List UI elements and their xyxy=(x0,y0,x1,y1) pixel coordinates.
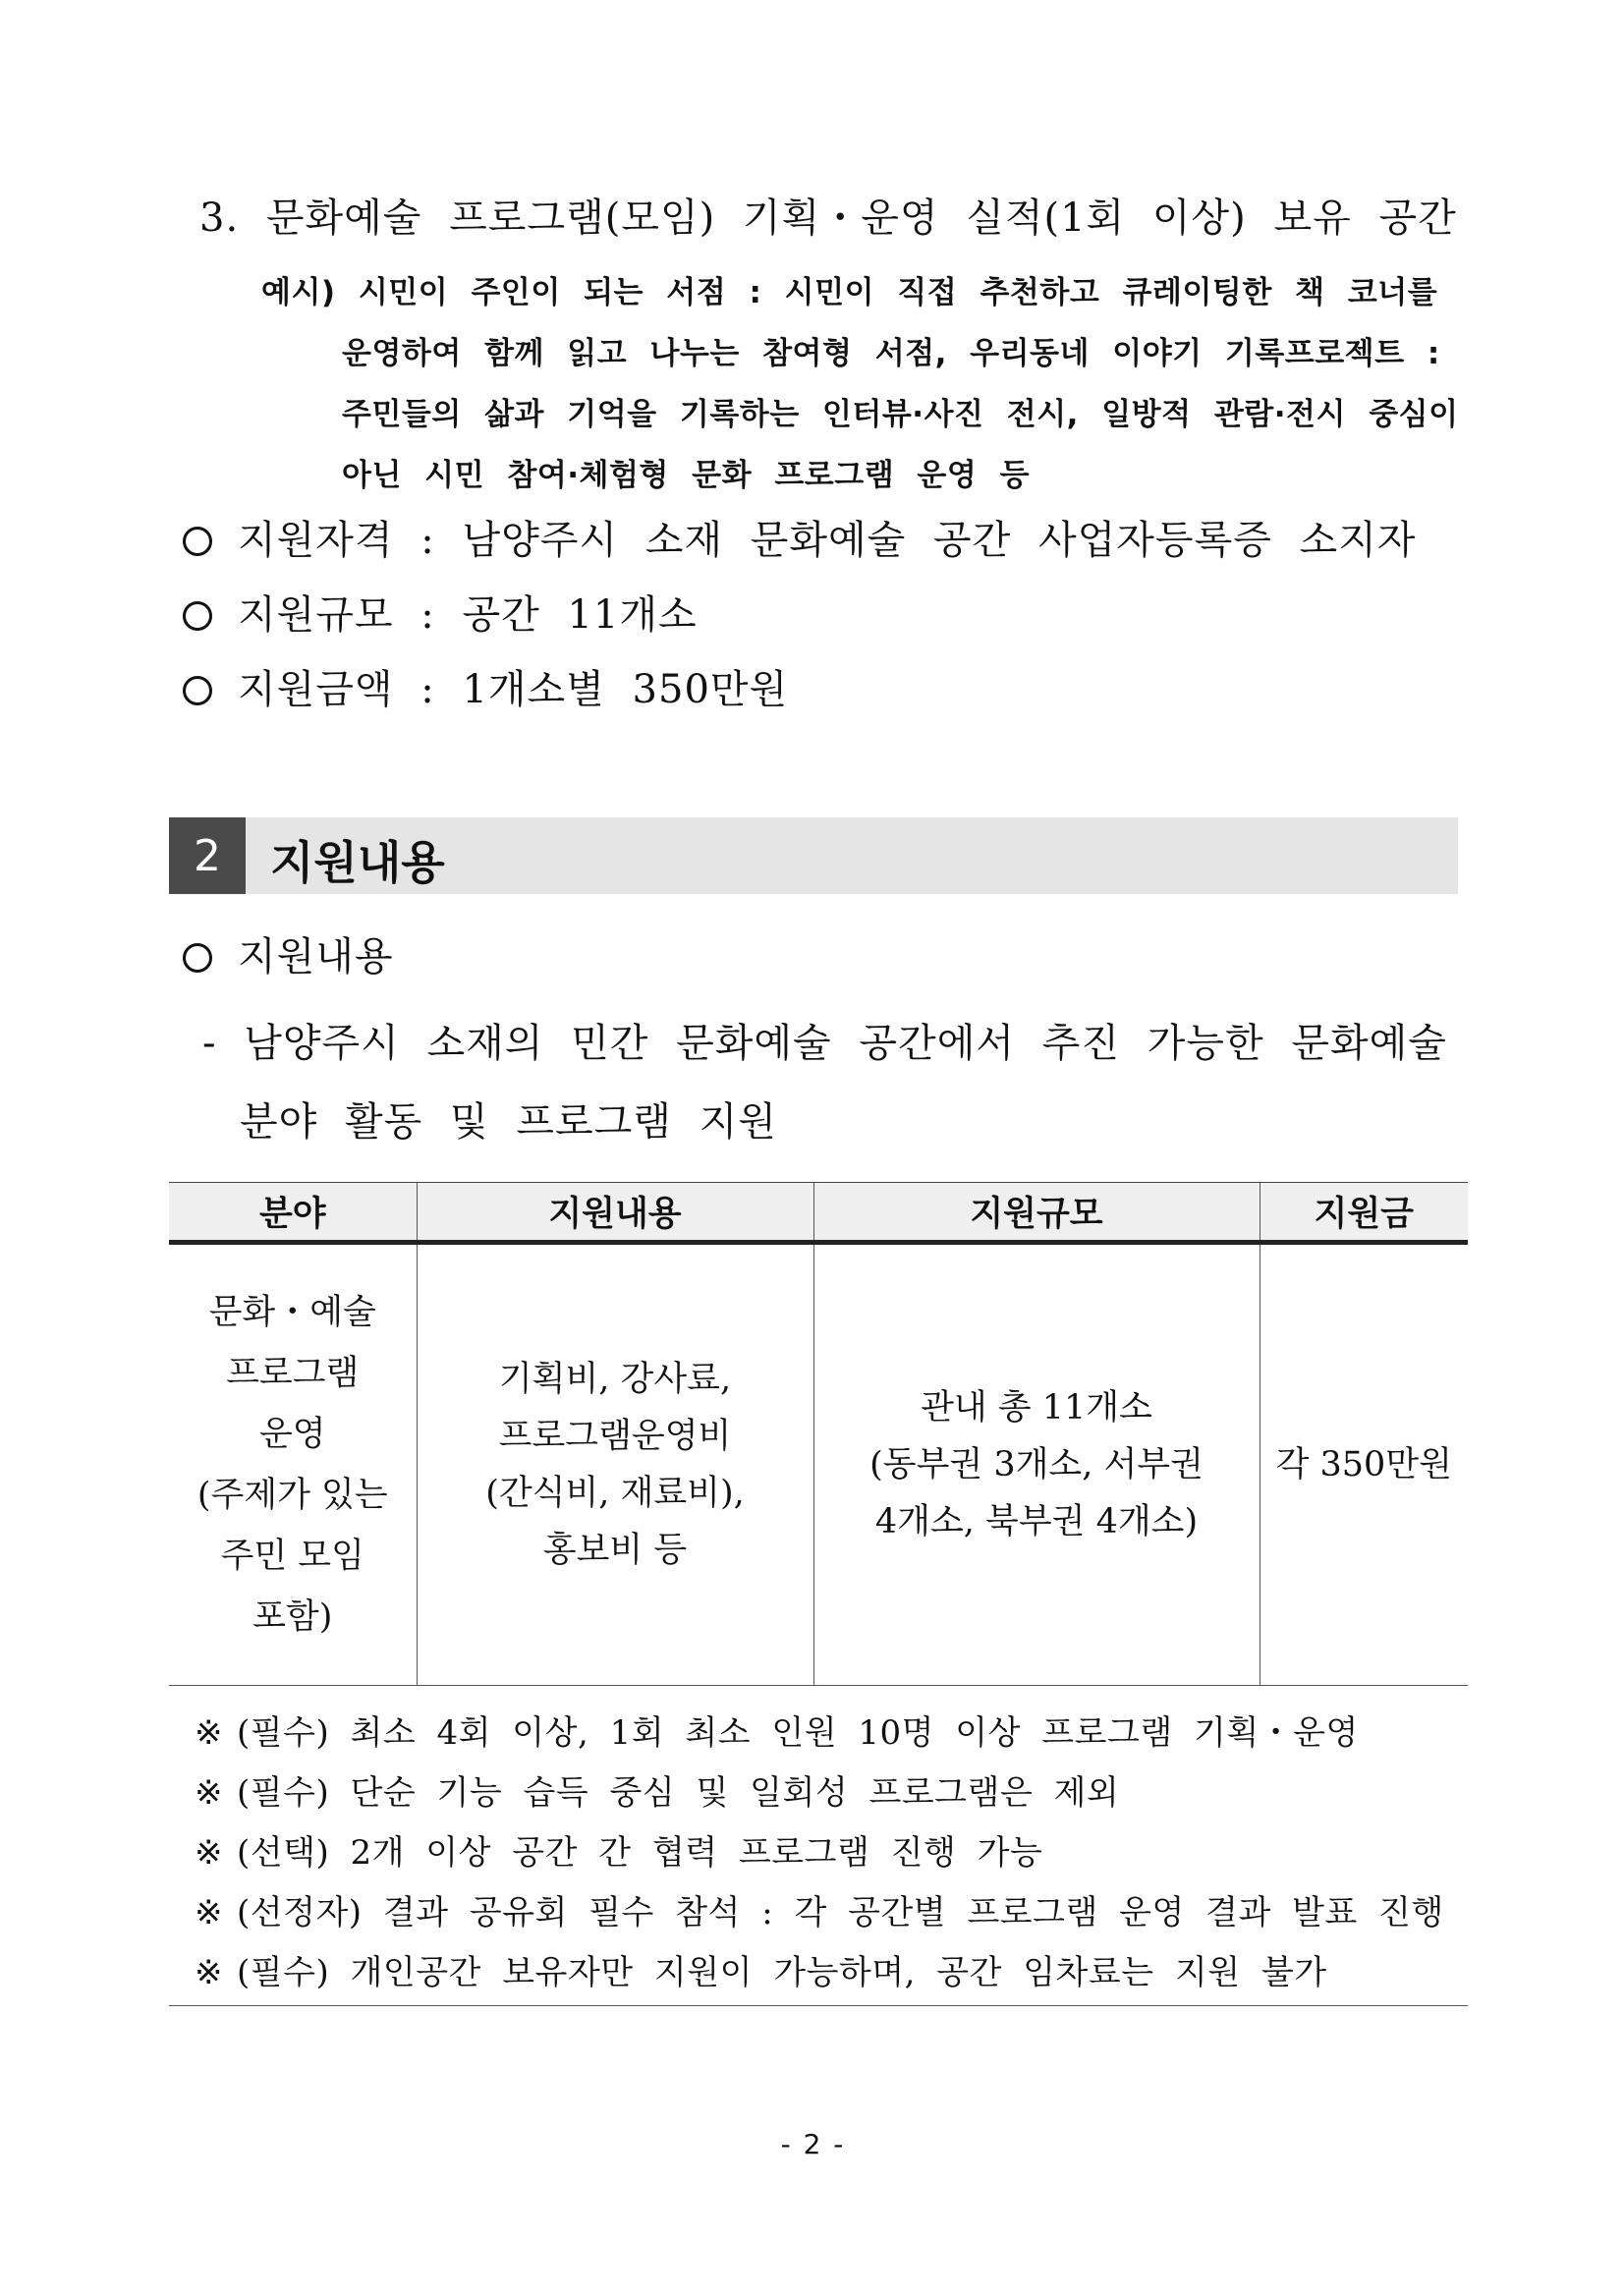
note-item xyxy=(195,1885,1444,1933)
note-text: (필수) 개인공간 보유자만 지원이 가능하며, 공간 임차료는 지원 불가 xyxy=(237,1953,1327,1992)
support-table xyxy=(169,1182,1468,1686)
notes-box xyxy=(169,1686,1468,2006)
example-line-4: 아닌 시민 참여·체험형 문화 프로그램 운영 등 xyxy=(342,458,1031,493)
note-item xyxy=(195,1945,1327,1993)
cell-field xyxy=(169,1243,417,1686)
cell-line: (간식비, 재료비), xyxy=(485,1474,745,1513)
content-dash-line-2: 분야 활동 및 프로그램 지원 xyxy=(240,1099,777,1145)
bullet-eligibility xyxy=(183,509,1416,565)
reference-mark-icon: ※ xyxy=(195,1833,223,1873)
cell-line: 포함) xyxy=(252,1597,333,1637)
cell-content xyxy=(417,1243,813,1686)
example-line-3: 주민들의 삶과 기억을 기록하는 인터뷰·사진 전시, 일방적 관람·전시 중심이 xyxy=(342,397,1459,432)
table-row xyxy=(169,1243,1468,1686)
header-scale: 지원규모 xyxy=(813,1183,1260,1243)
section-number: 2 xyxy=(169,817,246,894)
note-item xyxy=(195,1825,1042,1874)
bullet-text: 지원규모 : 공간 11개소 xyxy=(238,592,698,638)
example-line-1: 예시) 시민이 주인이 되는 서점 : 시민이 직접 추천하고 큐레이팅한 책 코너를 xyxy=(261,275,1438,310)
reference-mark-icon: ※ xyxy=(195,1893,223,1932)
bullet-scale xyxy=(183,584,698,640)
cell-line: 기획비, 강사료, xyxy=(498,1360,732,1399)
cell-line: (동부권 3개소, 서부권 xyxy=(869,1445,1204,1484)
cell-scale xyxy=(813,1243,1260,1686)
content-dash-line-1: - 남양주시 소재의 민간 문화예술 공간에서 추진 가능한 문화예술 xyxy=(202,1021,1447,1066)
header-field: 분야 xyxy=(169,1183,417,1243)
note-item xyxy=(195,1765,1119,1814)
reference-mark-icon: ※ xyxy=(195,1953,223,1992)
note-text: (선정자) 결과 공유회 필수 참석 : 각 공간별 프로그램 운영 결과 발표 진행 xyxy=(237,1893,1444,1932)
bullet-support-content xyxy=(183,925,394,981)
cell-amount xyxy=(1260,1243,1468,1686)
bullet-text: 지원금액 : 1개소별 350만원 xyxy=(238,667,789,712)
section-header xyxy=(169,817,1458,894)
circle-bullet-icon xyxy=(183,943,212,973)
cell-line: 4개소, 북부권 4개소) xyxy=(874,1502,1199,1541)
bullet-text: 지원내용 xyxy=(238,934,394,980)
note-text: (필수) 최소 4회 이상, 1회 최소 인원 10명 이상 프로그램 기획・운영 xyxy=(237,1713,1359,1753)
page-number: - 2 - xyxy=(780,2128,844,2160)
note-text: (선택) 2개 이상 공간 간 협력 프로그램 진행 가능 xyxy=(237,1833,1043,1873)
criteria-item-3: 3. 문화예술 프로그램(모임) 기획・운영 실적(1회 이상) 보유 공간 xyxy=(199,196,1457,241)
cell-line: (주제가 있는 xyxy=(196,1476,388,1515)
cell-line: 문화・예술 xyxy=(208,1293,376,1332)
header-amount: 지원금 xyxy=(1260,1183,1468,1243)
example-line-2: 운영하여 함께 읽고 나누는 참여형 서점, 우리동네 이야기 기록프로젝트 : xyxy=(342,336,1440,371)
cell-line: 홍보비 등 xyxy=(542,1531,688,1570)
note-text: (필수) 단순 기능 습득 중심 및 일회성 프로그램은 제외 xyxy=(237,1773,1120,1813)
reference-mark-icon: ※ xyxy=(195,1773,223,1813)
circle-bullet-icon xyxy=(183,676,212,705)
header-content: 지원내용 xyxy=(417,1183,813,1243)
circle-bullet-icon xyxy=(183,601,212,631)
bullet-amount xyxy=(183,658,788,714)
table-header-row xyxy=(169,1183,1468,1243)
bullet-text: 지원자격 : 남양주시 소재 문화예술 공간 사업자등록증 소지자 xyxy=(238,518,1417,563)
reference-mark-icon: ※ xyxy=(195,1713,223,1753)
note-item xyxy=(195,1706,1359,1754)
section-title: 지원내용 xyxy=(270,836,445,889)
cell-line: 운영 xyxy=(258,1415,326,1454)
cell-line: 관내 총 11개소 xyxy=(921,1388,1152,1428)
circle-bullet-icon xyxy=(183,527,212,556)
cell-line: 주민 모임 xyxy=(220,1537,364,1576)
cell-line: 프로그램운영비 xyxy=(498,1417,732,1456)
cell-line: 각 350만원 xyxy=(1275,1445,1452,1484)
cell-line: 프로그램 xyxy=(226,1354,360,1393)
